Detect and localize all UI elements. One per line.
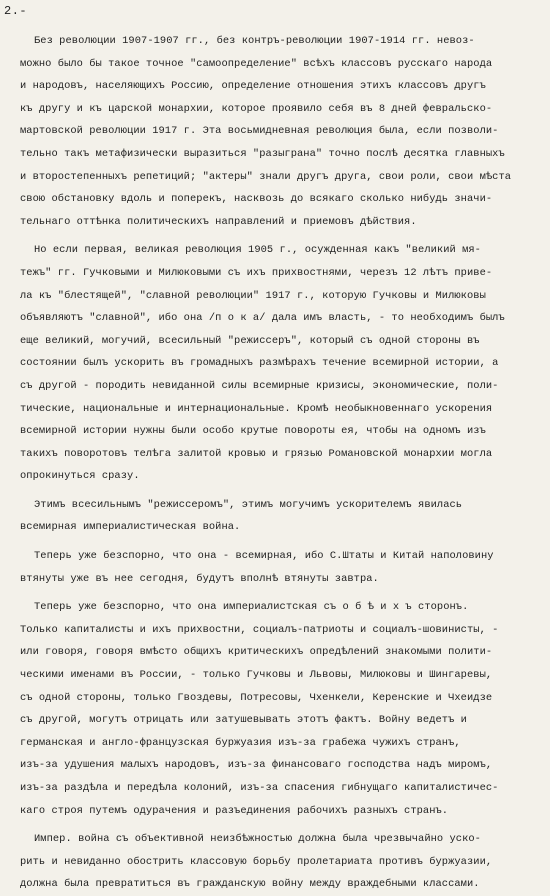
text-line: каго строя путемъ одурачения и разъединения рабочихъ разныхъ странъ.	[20, 804, 449, 817]
text-line: Импер. война съ объективной неизбѣжностью должна была чрезвычайно уско-	[34, 833, 481, 846]
text-line: Этимъ всесильнымъ "режиссеромъ", этимъ могучимъ ускорителемъ явилась	[34, 498, 463, 511]
text-line: всемирная империалистическая война.	[20, 521, 241, 534]
text-line: Но если первая, великая революция 1905 г., осужденная какъ "великий мя-	[34, 244, 481, 257]
text-line: съ другой - породить невиданной силы всемирные кризисы, экономические, поли-	[20, 379, 499, 392]
text-line: можно было бы такое точное "самоопределение" всѣхъ классовъ русскаго народа	[20, 57, 493, 70]
text-line: Теперь уже безспорно, что она империалистская съ о б ѣ и х ъ сторонъ.	[34, 601, 469, 614]
text-line: опрокинуться сразу.	[20, 470, 140, 483]
text-line: Теперь уже безспорно, что она - всемирная, ибо С.Штаты и Китай наполовину	[34, 550, 494, 563]
paragraph	[20, 545, 536, 590]
text-line: ла къ "блестящей", "славной революции" 1917 г., которую Гучковы и Милюковы	[20, 289, 486, 302]
text-line: изъ-за удушения малыхъ народовъ, изъ-за финансоваго господства надъ миромъ,	[20, 759, 493, 772]
text-line: изъ-за раздѣла и передѣла колоний, изъ-за спасения гибнущаго капиталистичес-	[20, 782, 499, 794]
text-line: всемирной истории нужны были особо крутые повороты ея, чтобы на одномъ изъ	[20, 425, 486, 438]
text-line: и народовъ, населяющихъ Россию, определение отношения этихъ классовъ другъ	[20, 80, 486, 93]
text-line: тельно такъ метафизически выразиться "разыграна" точно послѣ десятка главныхъ	[20, 147, 505, 160]
text-line: еще великий, могучий, всесильный "режиссеръ", который съ одной стороны въ	[20, 334, 480, 347]
text-line: объявляютъ "славной", ибо она /п о к а/ дала имъ власть, - то необходимъ былъ	[20, 312, 505, 325]
text-line: должна была превратиться въ гражданскую войну между враждебными классами.	[20, 878, 480, 891]
text-line: втянуты уже въ нее сегодня, будутъ вполнѣ втянуты завтра.	[20, 572, 379, 585]
page-number: 2.-	[4, 4, 28, 18]
text-line: съ одной стороны, только Гвоздевы, Потресовы, Чхенкели, Керенские и Чхеидзе	[20, 691, 493, 704]
text-line: рить и невиданно обострить классовую борьбу пролетариата противъ буржуазии,	[20, 855, 493, 868]
text-line: тельнаго оттѣнка политическихъ направлений и приемовъ дѣйствия.	[20, 215, 417, 228]
paragraph	[20, 596, 536, 822]
paragraph	[20, 494, 536, 539]
text-line: Без революции 1907-1907 гг., без контръ-революции 1907-1914 гг. невоз-	[34, 35, 475, 47]
text-line: тежъ" гг. Гучковыми и Милюковыми съ ихъ прихвостнями, черезъ 12 лѣтъ приве-	[20, 266, 493, 279]
text-line: или говоря, говоря вмѣсто общихъ критическихъ опредѣлений знакомыми полити-	[20, 646, 493, 659]
text-line: и второстепенныхъ репетиций; "актеры" знали другъ друга, свои роли, свои мѣста	[20, 170, 512, 183]
text-line: германская и англо-французская буржуазия изъ-за грабежа чужихъ странъ,	[20, 736, 461, 749]
document-body	[20, 30, 536, 896]
text-line: мартовской революции 1917 г. Эта восьмидневная революция была, если позволи-	[20, 125, 499, 138]
text-line: состоянии былъ ускорить въ громадныхъ размѣрахъ течение всемирной истории, а	[20, 357, 499, 370]
text-line: ческими именами въ России, - только Гучковы и Львовы, Милюковы и Шингаревы,	[20, 669, 493, 682]
text-line: Только капиталисты и ихъ прихвостни, социалъ-патриоты и социалъ-шовинисты, -	[20, 623, 499, 636]
text-line: тические, национальные и интернациональные. Кромѣ необыкновеннаго ускорения	[20, 402, 493, 415]
text-line: такихъ поворотовъ телѣга залитой кровью и грязью Романовской монархии могла	[20, 447, 493, 460]
paragraph	[20, 828, 536, 896]
text-line: къ другу и къ царской монархии, которое проявило себя въ 8 дней февральско-	[20, 102, 493, 115]
text-line: свою обстановку вдоль и поперекъ, насквозь до всякаго сколько нибудь значи-	[20, 193, 493, 206]
paragraph	[20, 30, 536, 233]
text-line: съ другой, могутъ отрицать или затушевывать этотъ фактъ. Войну ведетъ и	[20, 714, 467, 727]
paragraph	[20, 239, 536, 488]
